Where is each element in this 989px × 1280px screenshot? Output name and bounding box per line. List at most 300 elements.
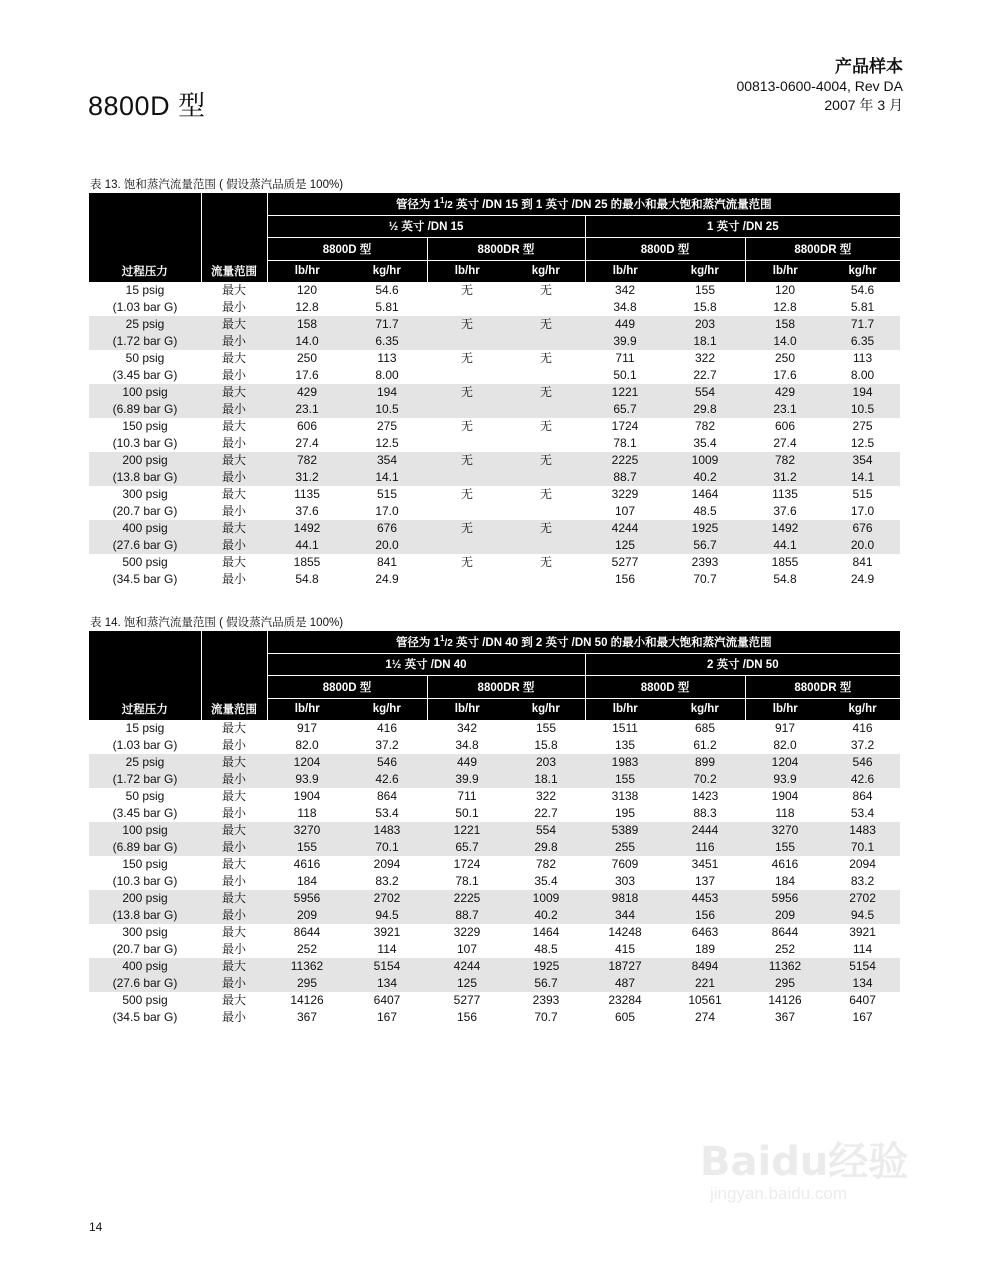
table-row-group xyxy=(89,754,900,788)
flow-value-min: 31.2 xyxy=(745,469,825,486)
flow-value-min: 56.7 xyxy=(665,537,745,554)
flow-value-min: 134 xyxy=(825,975,900,992)
unit-header-lb: lb/hr xyxy=(745,260,825,282)
flow-value-min xyxy=(427,503,507,520)
flow-value-min: 17.6 xyxy=(295,368,319,382)
flow-value-max: 606 xyxy=(774,419,796,433)
pressure-psig: 500 psig xyxy=(122,993,168,1007)
col-header-pressure: 过程压力 xyxy=(89,631,201,720)
table-row-group xyxy=(89,316,900,350)
range-label-min: 最小 xyxy=(201,839,267,856)
flow-value-min: 22.7 xyxy=(534,806,558,820)
pressure-bar: (10.3 bar G) xyxy=(112,436,178,450)
flow-value-max: 6463 xyxy=(691,925,719,939)
flow-value-min xyxy=(507,299,585,316)
flow-value-max: 7609 xyxy=(611,857,639,871)
pressure-psig: 100 psig xyxy=(89,384,201,401)
flow-value-max: 无 xyxy=(460,351,473,365)
pressure-psig: 50 psig xyxy=(125,351,165,365)
range-label-min: 最小 xyxy=(201,333,267,350)
model-header: 8800D 型 xyxy=(585,238,745,261)
range-label-max: 最大 xyxy=(221,555,246,569)
flow-value-min: 70.7 xyxy=(534,1010,558,1024)
table-row-group xyxy=(89,924,900,958)
flow-value-min: 15.8 xyxy=(534,738,558,752)
flow-value-max: 1983 xyxy=(585,754,665,771)
flow-value-min: 14.0 xyxy=(267,333,347,350)
pressure-psig: 25 psig xyxy=(89,754,201,771)
table-row-max xyxy=(89,452,900,469)
flow-value-max: 782 xyxy=(267,452,347,469)
flow-value-max: 2393 xyxy=(532,993,560,1007)
table-row-min xyxy=(89,805,900,822)
table-13-caption: 表 13. 饱和蒸汽流量范围 ( 假设蒸汽品质是 100%) xyxy=(90,179,344,191)
flow-value-min: 37.2 xyxy=(850,738,875,752)
range-label-max: 最大 xyxy=(201,822,267,839)
pressure-psig: 400 psig xyxy=(89,520,201,537)
flow-value-max: 5277 xyxy=(611,555,639,569)
flow-value-min: 31.2 xyxy=(267,469,347,486)
flow-value-max: 14248 xyxy=(608,925,642,939)
flow-value-min: 12.5 xyxy=(850,436,875,450)
flow-value-min: 39.9 xyxy=(427,771,507,788)
flow-value-max: 3451 xyxy=(691,857,719,871)
unit-header-lb: lb/hr xyxy=(427,698,507,720)
flow-value-max: 1464 xyxy=(532,925,560,939)
flow-value-min: 14.0 xyxy=(745,333,825,350)
flow-value-max: 1483 xyxy=(825,822,900,839)
table-row-max xyxy=(89,418,900,435)
watermark-url: jingyan.baidu.com xyxy=(710,1184,848,1203)
flow-value-min: 167 xyxy=(852,1010,873,1024)
range-label-max: 最大 xyxy=(221,857,246,871)
unit-header-kg: kg/hr xyxy=(665,260,745,282)
flow-value-min: 295 xyxy=(267,975,347,992)
flow-value-max: 429 xyxy=(267,384,347,401)
flow-value-max: 1492 xyxy=(745,520,825,537)
table-row-group xyxy=(89,350,900,384)
flow-value-min: 125 xyxy=(585,537,665,554)
flow-value-max: 203 xyxy=(507,754,585,771)
table-14-caption: 表 14. 饱和蒸汽流量范围 ( 假设蒸汽品质是 100%) xyxy=(90,617,344,629)
flow-value-max: 515 xyxy=(852,487,873,501)
flow-value-max: 416 xyxy=(376,721,398,735)
pressure-bar: (1.03 bar G) xyxy=(112,300,178,314)
model-header: 8800DR 型 xyxy=(745,238,900,261)
flow-value-max: 676 xyxy=(825,520,900,537)
range-label-min: 最小 xyxy=(201,907,267,924)
table-row-group xyxy=(89,554,900,588)
flow-value-max: 14126 xyxy=(768,993,802,1007)
flow-value-max: 1221 xyxy=(585,384,665,401)
col-header-pressure: 过程压力 xyxy=(89,193,201,282)
pressure-bar: (1.03 bar G) xyxy=(112,738,178,752)
model-header: 8800D 型 xyxy=(585,676,745,699)
table-row-group xyxy=(89,822,900,856)
flow-value-min: 17.6 xyxy=(773,368,797,382)
table-row-min xyxy=(89,571,900,588)
flow-value-min: 17.0 xyxy=(850,504,875,518)
flow-value-min: 37.6 xyxy=(773,504,797,518)
flow-value-max: 354 xyxy=(347,452,427,469)
table-row-max xyxy=(89,822,900,839)
flow-value-max: 554 xyxy=(665,384,745,401)
pressure-bar: (6.89 bar G) xyxy=(89,401,201,418)
flow-value-max: 3921 xyxy=(849,925,876,939)
pressure-bar: (1.72 bar G) xyxy=(89,771,201,788)
pressure-bar: (6.89 bar G) xyxy=(89,839,201,856)
table-row-min xyxy=(89,469,900,486)
flow-value-min: 83.2 xyxy=(850,874,875,888)
flow-value-min: 8.00 xyxy=(375,368,399,382)
unit-header-kg: kg/hr xyxy=(507,698,585,720)
range-label-min: 最小 xyxy=(221,572,246,586)
table-row-max xyxy=(89,992,900,1009)
flow-value-max: 120 xyxy=(296,283,318,297)
flow-value-min: 54.8 xyxy=(773,572,797,586)
flow-value-min: 40.2 xyxy=(665,469,745,486)
table-row-max xyxy=(89,720,900,737)
flow-value-min: 82.0 xyxy=(295,738,319,752)
flow-value-min: 40.2 xyxy=(507,907,585,924)
pressure-bar: (27.6 bar G) xyxy=(89,975,201,992)
flow-value-max: 1925 xyxy=(507,958,585,975)
table-title-sub: /2 xyxy=(444,637,453,649)
flow-value-max: 3229 xyxy=(611,487,639,501)
flow-value-min: 156 xyxy=(456,1010,478,1024)
table-row-min xyxy=(89,537,900,554)
flow-value-min: 14.1 xyxy=(347,469,427,486)
flow-value-max: 4453 xyxy=(665,890,745,907)
unit-header-kg: kg/hr xyxy=(507,260,585,282)
flow-value-max: 864 xyxy=(376,789,398,803)
model-header: 8800D 型 xyxy=(267,676,427,699)
flow-value-max: 1009 xyxy=(507,890,585,907)
flow-value-min: 135 xyxy=(614,738,636,752)
range-label-min: 最小 xyxy=(201,537,267,554)
range-label-min: 最小 xyxy=(201,469,267,486)
table-title-post: 英寸 /DN 40 到 2 英寸 /DN 50 的最小和最大饱和蒸汽流量范围 xyxy=(452,636,772,649)
table-row-min xyxy=(89,333,900,350)
flow-value-min: 20.0 xyxy=(347,537,427,554)
flow-value-min xyxy=(427,333,507,350)
document-header xyxy=(736,56,903,115)
flow-value-min: 221 xyxy=(665,975,745,992)
flow-value-max: 4244 xyxy=(427,958,507,975)
flow-value-max: 449 xyxy=(585,316,665,333)
range-label-min: 最小 xyxy=(221,436,246,450)
flow-value-min: 61.2 xyxy=(693,738,717,752)
flow-value-max: 无 xyxy=(460,419,473,433)
table-row-group xyxy=(89,720,900,754)
flow-value-min: 118 xyxy=(775,806,795,820)
flow-value-min: 88.7 xyxy=(427,907,507,924)
flow-value-min: 35.4 xyxy=(534,874,558,888)
flow-value-min: 5.81 xyxy=(375,300,399,314)
pressure-psig: 300 psig xyxy=(122,925,168,939)
table-title xyxy=(267,631,900,653)
flow-value-min: 65.7 xyxy=(585,401,665,418)
table-row-group xyxy=(89,992,900,1026)
flow-value-min: 274 xyxy=(694,1010,716,1024)
flow-value-min: 114 xyxy=(852,942,873,956)
pressure-bar: (3.45 bar G) xyxy=(112,368,178,382)
table-row-min xyxy=(89,299,900,316)
table-row-max xyxy=(89,282,900,299)
table-row-min xyxy=(89,839,900,856)
flow-value-max: 5956 xyxy=(267,890,347,907)
flow-value-min: 252 xyxy=(774,942,796,956)
range-label-min: 最小 xyxy=(221,368,246,382)
flow-value-min: 114 xyxy=(377,942,397,956)
flow-value-max: 1904 xyxy=(293,789,321,803)
flow-value-min: 70.1 xyxy=(347,839,427,856)
flow-value-min: 42.6 xyxy=(347,771,427,788)
flow-value-max: 18727 xyxy=(585,958,665,975)
range-label-max: 最大 xyxy=(201,754,267,771)
flow-value-min: 65.7 xyxy=(427,839,507,856)
table-row-min xyxy=(89,1009,900,1026)
model-header: 8800DR 型 xyxy=(427,238,585,261)
pressure-bar: (1.72 bar G) xyxy=(89,333,201,350)
flow-value-max: 515 xyxy=(376,487,398,501)
table-title-post: 英寸 /DN 15 到 1 英寸 /DN 25 的最小和最大饱和蒸汽流量范围 xyxy=(452,198,772,211)
flow-value-max: 1135 xyxy=(294,487,320,501)
flow-value-min: 22.7 xyxy=(693,368,717,382)
flow-value-max: 2094 xyxy=(373,857,401,871)
flow-value-max: 449 xyxy=(427,754,507,771)
flow-value-min: 24.9 xyxy=(850,572,875,586)
flow-value-min: 94.5 xyxy=(347,907,427,924)
model-header: 8800DR 型 xyxy=(745,676,900,699)
range-label-max: 最大 xyxy=(221,283,246,297)
pressure-psig: 400 psig xyxy=(89,958,201,975)
size-header-b: 1 英寸 /DN 25 xyxy=(585,215,900,238)
flow-value-max: 3270 xyxy=(745,822,825,839)
flow-value-max: 120 xyxy=(774,283,796,297)
flow-value-max: 无 xyxy=(427,520,507,537)
flow-value-max: 1009 xyxy=(665,452,745,469)
flow-value-max: 554 xyxy=(507,822,585,839)
flow-value-max: 2225 xyxy=(427,890,507,907)
pressure-bar: (3.45 bar G) xyxy=(112,806,178,820)
flow-value-max: 322 xyxy=(535,789,557,803)
flow-value-max: 无 xyxy=(460,487,473,501)
range-label-max: 最大 xyxy=(201,452,267,469)
flow-value-max: 1904 xyxy=(771,789,799,803)
range-label-min: 最小 xyxy=(221,806,246,820)
range-label-min: 最小 xyxy=(221,738,246,752)
flow-value-min: 184 xyxy=(774,874,796,888)
flow-value-min: 37.2 xyxy=(375,738,399,752)
flow-value-max: 4244 xyxy=(585,520,665,537)
flow-value-max: 917 xyxy=(296,721,318,735)
flow-value-max: 1135 xyxy=(772,487,798,501)
table-row-max xyxy=(89,520,900,537)
table-row-min xyxy=(89,975,900,992)
flow-value-max: 2444 xyxy=(665,822,745,839)
flow-value-max: 1464 xyxy=(691,487,719,501)
pressure-psig: 100 psig xyxy=(89,822,201,839)
watermark-logo: Baidu经验 xyxy=(700,1139,909,1185)
flow-value-max: 917 xyxy=(774,721,796,735)
flow-value-max: 无 xyxy=(427,384,507,401)
flow-value-max: 1855 xyxy=(771,555,799,569)
flow-value-min: 487 xyxy=(585,975,665,992)
flow-value-max: 54.6 xyxy=(375,283,399,297)
flow-value-min xyxy=(507,537,585,554)
flow-value-min: 155 xyxy=(745,839,825,856)
flow-value-min: 70.7 xyxy=(693,572,717,586)
flow-value-min xyxy=(507,401,585,418)
flow-value-max: 14126 xyxy=(290,993,324,1007)
unit-header-lb: lb/hr xyxy=(585,260,665,282)
flow-value-min: 53.4 xyxy=(375,806,399,820)
flow-value-max: 2225 xyxy=(585,452,665,469)
pressure-psig: 50 psig xyxy=(125,789,165,803)
flow-value-min: 78.1 xyxy=(455,874,479,888)
flow-value-max: 无 xyxy=(460,555,473,569)
range-label-min: 最小 xyxy=(201,401,267,418)
flow-value-max: 71.7 xyxy=(347,316,427,333)
flow-value-max: 9818 xyxy=(585,890,665,907)
flow-value-max: 3921 xyxy=(373,925,401,939)
flow-value-max: 11362 xyxy=(745,958,825,975)
table-title-sup: 1 xyxy=(440,195,445,205)
flow-value-min: 83.2 xyxy=(375,874,399,888)
flow-value-min: 303 xyxy=(614,874,636,888)
range-label-max: 最大 xyxy=(221,925,246,939)
table-row-group xyxy=(89,958,900,992)
flow-value-max: 158 xyxy=(267,316,347,333)
flow-value-min: 107 xyxy=(456,942,478,956)
pressure-psig: 15 psig xyxy=(125,283,165,297)
flow-value-max: 3229 xyxy=(453,925,481,939)
table-row-group xyxy=(89,486,900,520)
table-title-sub: /2 xyxy=(444,199,453,211)
pressure-bar: (20.7 bar G) xyxy=(112,504,178,518)
flow-value-max: 4616 xyxy=(771,857,799,871)
pressure-bar: (20.7 bar G) xyxy=(112,942,178,956)
flow-value-min: 6.35 xyxy=(347,333,427,350)
flow-value-max: 5154 xyxy=(347,958,427,975)
flow-value-max: 203 xyxy=(665,316,745,333)
table-row-group xyxy=(89,282,900,316)
table-title-pre: 管径为 1 xyxy=(395,198,441,211)
flow-value-min xyxy=(427,401,507,418)
flow-value-min: 39.9 xyxy=(585,333,665,350)
flow-value-max: 322 xyxy=(694,351,716,365)
flow-value-max: 546 xyxy=(825,754,900,771)
flow-value-min xyxy=(427,571,507,588)
table-row-group xyxy=(89,890,900,924)
table-row-max xyxy=(89,788,900,805)
flow-value-min xyxy=(507,367,585,384)
watermark xyxy=(700,1140,940,1240)
flow-value-max: 113 xyxy=(377,351,397,365)
flow-value-min: 252 xyxy=(296,942,318,956)
flow-value-max: 1483 xyxy=(347,822,427,839)
table-row-min xyxy=(89,771,900,788)
flow-value-min: 23.1 xyxy=(267,401,347,418)
unit-header-lb: lb/hr xyxy=(427,260,507,282)
flow-value-max: 8644 xyxy=(293,925,321,939)
flow-value-min: 23.1 xyxy=(745,401,825,418)
flow-value-min: 42.6 xyxy=(825,771,900,788)
range-label-max: 最大 xyxy=(221,419,246,433)
flow-value-min: 44.1 xyxy=(267,537,347,554)
flow-value-max: 782 xyxy=(694,419,716,433)
flow-value-min: 116 xyxy=(665,839,745,856)
flow-value-min: 344 xyxy=(585,907,665,924)
pressure-psig: 25 psig xyxy=(89,316,201,333)
table-row-min xyxy=(89,435,900,452)
flow-value-max: 10561 xyxy=(688,993,722,1007)
flow-value-min: 34.8 xyxy=(613,300,637,314)
flow-value-min xyxy=(427,435,507,452)
table-row-max xyxy=(89,350,900,367)
unit-header-kg: kg/hr xyxy=(347,698,427,720)
unit-header-kg: kg/hr xyxy=(347,260,427,282)
flow-value-max: 155 xyxy=(535,721,557,735)
flow-value-max: 3138 xyxy=(611,789,639,803)
flow-value-max: 无 xyxy=(539,419,552,433)
flow-value-max: 250 xyxy=(296,351,318,365)
flow-value-min: 367 xyxy=(774,1010,796,1024)
flow-value-min: 6.35 xyxy=(825,333,900,350)
flow-value-min: 415 xyxy=(614,942,636,956)
unit-header-kg: kg/hr xyxy=(665,698,745,720)
flow-value-min: 118 xyxy=(297,806,317,820)
flow-value-min: 48.5 xyxy=(693,504,717,518)
pressure-bar: (13.8 bar G) xyxy=(89,469,201,486)
table-row-max xyxy=(89,554,900,571)
flow-value-max: 546 xyxy=(347,754,427,771)
flow-value-max: 无 xyxy=(507,316,585,333)
flow-value-min: 12.5 xyxy=(375,436,399,450)
range-label-max: 最大 xyxy=(201,384,267,401)
flow-value-min: 18.1 xyxy=(665,333,745,350)
table-row-min xyxy=(89,401,900,418)
range-label-min: 最小 xyxy=(221,874,246,888)
flow-value-max: 5277 xyxy=(453,993,481,1007)
flow-value-max: 342 xyxy=(614,283,636,297)
page-number: 14 xyxy=(89,1220,103,1234)
pressure-bar: (34.5 bar G) xyxy=(112,572,178,586)
table-row-min xyxy=(89,367,900,384)
flow-value-min: 88.7 xyxy=(585,469,665,486)
flow-value-max: 1204 xyxy=(267,754,347,771)
range-label-min: 最小 xyxy=(201,975,267,992)
flow-value-max: 782 xyxy=(745,452,825,469)
flow-value-min: 10.5 xyxy=(347,401,427,418)
flow-value-max: 2393 xyxy=(691,555,719,569)
flow-value-min: 167 xyxy=(376,1010,398,1024)
flow-value-max: 无 xyxy=(539,487,552,501)
pressure-psig: 200 psig xyxy=(89,890,201,907)
flow-value-max: 54.6 xyxy=(850,283,875,297)
flow-value-max: 3270 xyxy=(267,822,347,839)
flow-value-max: 无 xyxy=(427,452,507,469)
flow-value-min: 94.5 xyxy=(825,907,900,924)
flow-value-min: 125 xyxy=(427,975,507,992)
flow-value-max: 194 xyxy=(825,384,900,401)
unit-header-lb: lb/hr xyxy=(585,698,665,720)
flow-value-max: 250 xyxy=(774,351,796,365)
unit-header-lb: lb/hr xyxy=(267,698,347,720)
size-header-a: 1½ 英寸 /DN 40 xyxy=(267,653,585,676)
flow-value-max: 429 xyxy=(745,384,825,401)
